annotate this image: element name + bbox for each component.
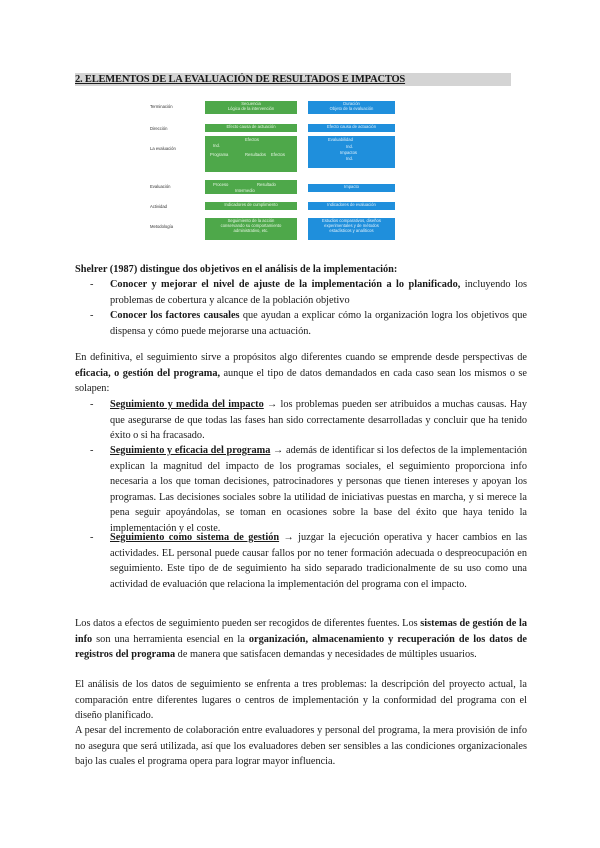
evaluation-diagram bbox=[150, 98, 400, 246]
paragraph: El análisis de los datos de seguimiento se enfrenta a tres problemas: la descripción del proyecto actual, la comparación entre diferentes lugares o centros de implementación y la conformidad del programa con el diseño planificado. bbox=[75, 679, 527, 721]
box-text: Proceso bbox=[213, 182, 229, 187]
text: aunque el tipo de datos demandados en cada caso sean los mismos o se solapen: bbox=[75, 367, 527, 394]
item-bold: Seguimiento y eficacia del programa bbox=[110, 445, 271, 456]
box-text: Objeto de la evaluación bbox=[329, 106, 374, 111]
box-text: Evaluabilidad bbox=[328, 137, 353, 142]
text-bold: sistemas de gestión de la info bbox=[75, 618, 527, 645]
blue-box bbox=[308, 101, 395, 114]
box-text: Indicadores de cumplimiento bbox=[224, 202, 278, 207]
text: En definitiva, el seguimiento sirve a propósitos algo diferentes cuando se emprende desde perspectivas de bbox=[75, 352, 527, 363]
green-box bbox=[205, 202, 297, 210]
blue-box bbox=[308, 136, 395, 168]
text-bold: eficacia, o gestión del programa, bbox=[75, 367, 221, 379]
paragraph-intro bbox=[75, 262, 527, 278]
bullet-dash: - bbox=[90, 445, 94, 456]
box-text: Intermedio bbox=[235, 188, 255, 193]
text: son una herramienta esencial en la bbox=[92, 633, 249, 645]
blue-box bbox=[308, 184, 395, 192]
blue-box bbox=[308, 124, 395, 132]
row-label: Evaluación bbox=[150, 184, 171, 189]
row-label: Actividad bbox=[150, 204, 167, 209]
box-text: Seguimiento de la acción bbox=[227, 218, 275, 223]
box-text: Resultado bbox=[257, 182, 276, 187]
item-bold: Conocer los factores causales bbox=[110, 310, 240, 321]
paragraph: A pesar del incremento de colaboración entre evaluadores y personal del programa, la mera provisión de info no asegura que será utilizada, así que los evaluadores deben ser sensibles a las condiciones organizacionales bajo las cuales el programa opera para lograr mayor influencia. bbox=[75, 725, 527, 767]
box-text: Efecto causa de actuación bbox=[326, 124, 377, 129]
box-text: Ind. bbox=[346, 156, 353, 161]
row-label: La evaluación bbox=[150, 146, 176, 151]
box-text: Ind. bbox=[213, 143, 220, 148]
box-text: conservando su comportamiento bbox=[220, 223, 282, 228]
item-text: → además de identificar si los defectos de la implementación explican la magnitud del impacto de los programas sociales, el seguimiento proporciona info necesaria a los que toman decisiones, patrocinadores y personas que tienen intereses y apoyan los programas. Las decisiones sociales sobre la utilidad de iniciativas puestas en marcha, y si merece la pena seguir apoyándolas, se toman en ocasiones sobre la base del éxito que haya tenido la implementación y el coste. bbox=[110, 445, 527, 534]
box-text: Efectos bbox=[245, 137, 259, 142]
box-text: Lógica de la intervención bbox=[227, 106, 275, 111]
box-text: Estudios comparativos, diseños bbox=[322, 218, 381, 223]
item-bold: Conocer y mejorar el nivel de ajuste de la implementación a lo planificado, bbox=[110, 279, 461, 290]
item-text: incluyendo los problemas de cobertura y alcance de la población objetivo bbox=[110, 279, 528, 306]
box-text: Secuencia bbox=[241, 101, 261, 106]
box-text: administrativo, etc. bbox=[233, 228, 269, 233]
box-text: Impacto bbox=[344, 184, 359, 189]
list-item bbox=[110, 277, 527, 308]
box-text: Resultados bbox=[245, 152, 266, 157]
box-text: Indicadores de evaluación bbox=[327, 202, 376, 207]
green-box bbox=[205, 124, 297, 132]
intro-text: Shelrer (1987) distingue dos objetivos en el análisis de la implementación: bbox=[75, 264, 398, 275]
bullet-dash: - bbox=[90, 399, 94, 410]
box-text: Efecto causa de actuación bbox=[226, 124, 276, 129]
list-item bbox=[110, 443, 527, 536]
blue-box bbox=[308, 218, 395, 240]
box-text: Impactos bbox=[340, 150, 357, 155]
row-label: Terminación bbox=[150, 104, 173, 109]
box-text: Duración bbox=[343, 101, 360, 106]
row-label: Dirección bbox=[150, 126, 168, 131]
row-label: Metodología bbox=[150, 224, 174, 229]
bullet-dash: - bbox=[90, 279, 94, 290]
list-item bbox=[110, 397, 527, 444]
list-item bbox=[110, 530, 527, 592]
item-text: → juzgar la ejecución operativa y hacer cambios en las actividades. EL personal puede causar fallos por no tener formación adecuada o despreocupación en seguimiento. Este tipo de de seguimiento ha sido separado tradicionalmente de su uso como una actividad de evaluación que relaciona la implementación del programa con el impacto. bbox=[110, 532, 527, 590]
green-box bbox=[205, 218, 297, 240]
box-text: experimentales y de métodos bbox=[324, 223, 379, 228]
paragraph bbox=[75, 616, 527, 663]
text-bold: organización, almacenamiento y recuperación de los datos de registros del programa bbox=[75, 633, 528, 660]
section-heading: 2. ELEMENTOS DE LA EVALUACIÓN DE RESULTADOS E IMPACTOS bbox=[75, 73, 511, 86]
bullet-dash: - bbox=[90, 310, 94, 321]
box-text: Efectos bbox=[271, 152, 285, 157]
paragraph bbox=[75, 350, 527, 397]
item-text: → los problemas pueden ser atribuidos a muchas causas. Hay que asegurarse de que todas las fases han sido correctamente desarrolladas y concluir que ha tenido éxito o si ha fracasado. bbox=[110, 399, 527, 441]
bullet-dash: - bbox=[90, 532, 94, 543]
green-box bbox=[205, 136, 297, 172]
item-bold: Seguimiento y medida del impacto bbox=[110, 399, 264, 410]
green-box bbox=[205, 101, 297, 114]
box-text: Ind. bbox=[346, 144, 353, 149]
text: de manera que satisfacen demandas y necesidades de múltiples usuarios. bbox=[175, 649, 477, 660]
item-text: que ayudan a explicar cómo la organización logra los objetivos que dispensa y cómo puede mejorarse una actuación. bbox=[110, 310, 527, 337]
item-bold: Seguimiento como sistema de gestión bbox=[110, 532, 280, 543]
box-text: estadísticos y analíticos bbox=[329, 228, 374, 233]
green-box bbox=[205, 180, 297, 194]
box-text: Programa bbox=[210, 152, 229, 157]
blue-box bbox=[308, 202, 395, 210]
text: Los datos a efectos de seguimiento pueden ser recogidos de diferentes fuentes. Los bbox=[75, 618, 421, 629]
list-item bbox=[110, 308, 527, 339]
